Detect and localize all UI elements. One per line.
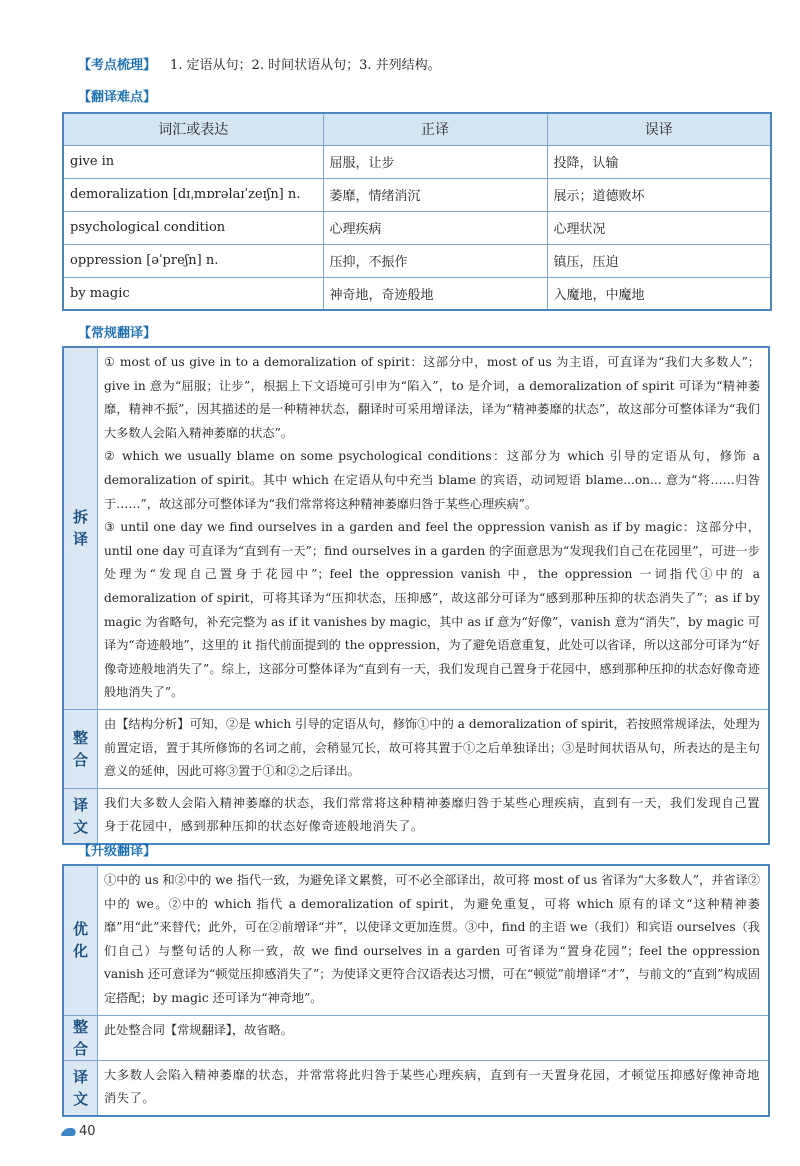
table-row [63,211,771,244]
correct-cell: 神奇地，奇迹般地 [323,277,547,310]
correct-cell: 压抑，不振作 [323,244,547,277]
zhenghe-content: 此处整合同【常规翻译】，故省略。 [104,1022,293,1037]
side-char: 整 [72,728,88,747]
changgui-box [62,346,770,845]
youhua-side-label [64,866,98,1015]
table-row [63,178,771,211]
side-char: 化 [72,942,88,961]
side-char: 译 [72,1067,88,1086]
wrong-cell: 心理状况 [547,211,771,244]
side-char: 合 [72,750,88,769]
table-row [63,145,771,178]
yiwen-row [64,1061,768,1115]
zhenghe-row [64,710,768,789]
table-row [63,277,771,310]
side-char: 整 [72,1017,88,1036]
zhenghe-side-label [64,710,98,788]
term-cell: psychological condition [63,211,323,244]
kaodian-text: 1. 定语从句；2. 时间状语从句；3. 并列结构。 [170,58,441,73]
yiwen-side-label [64,1061,98,1115]
side-char: 译 [72,530,88,549]
side-char: 译 [72,795,88,814]
term-cell: demoralization [dɪˌmɒrəlaɪˈzeɪʃn] n. [63,178,323,211]
wrong-cell: 入魔地，中魔地 [547,277,771,310]
page-number: 40 [79,1124,96,1139]
chaiyi-paragraph-2: ② which we usually blame on some psychological conditions：这部分为 which 引导的定语从句，修饰 a demoralization of spirit。其中 which 在定语从句中充当 blame 的宾语，动词短语 blame...on... 意为“将……归咎于……”，故这部分可整体译为“我们常常将这种精神萎靡归咎于某些心理疾病”。 [104,449,760,511]
kaodian-line [78,54,441,73]
youhua-row [64,866,768,1016]
chaiyi-side-label [64,348,98,709]
chaiyi-paragraph-1: ① most of us give in to a demoralization of spirit：这部分中，most of us 为主语，可直译为“我们大多数人”；give in 意为“屈服；让步”，根据上下文语境可引申为“陷入”，to 是介词，a demoralization of spirit 可译为“精神萎靡，精神不振”，因其描述的是一种精神状态，翻译时可采用增译法，译为“精神萎靡的状态”，故这部分可整体译为“我们大多数人会陷入精神萎靡的状态”。 [104,355,760,440]
side-char: 合 [72,1039,88,1058]
correct-cell: 心理疾病 [323,211,547,244]
zhenghe-content: 由【结构分析】可知，②是 which 引导的定语从句，修饰①中的 a demoralization of spirit，若按照常规译法，处理为前置定语，置于其所修饰的名词之前，会稍显冗长，故可将其置于①之后单独译出；③是时间状语从句，所表达的是主句意义的延伸，因此可将③置于①和②之后译出。 [104,716,760,779]
term-cell: by magic [63,277,323,310]
changgui-label: 【常规翻译】 [78,326,157,341]
side-char: 优 [72,920,88,939]
term-cell: give in [63,145,323,178]
book-icon [61,1128,78,1136]
kaodian-label: 【考点梳理】 [78,58,157,73]
side-char: 文 [72,1089,88,1108]
header-correct: 正译 [323,113,547,145]
term-cell: oppression [əˈpreʃn] n. [63,244,323,277]
youhua-content: ①中的 us 和②中的 we 指代一致，为避免译文累赘，可不必全部译出，故可将 most of us 省译为“大多数人”，并省译②中的 we。②中的 which 指代 a demoralization of spirit，为避免重复，可将 which 原有的译文“这种精神萎靡”用“此”来替代；此外，可在②前增译“并”，以使译文更加连贯。③中，find 的主语 we（我们）和宾语 ourselves（我们自己）与整句话的人称一致，故 we find ourselves in a garden 可省译为“置身花园”；feel the oppression vanish 还可意译为“顿觉压抑感消失了”；为使译文更符合汉语表达习惯，可在“顿觉”前增译“才”，与前文的“直到”构成固定搭配；by magic 还可译为“神奇地”。 [104,873,760,1005]
wrong-cell: 投降，认输 [547,145,771,178]
wrong-cell: 镇压，压迫 [547,244,771,277]
yiwen-content: 大多数人会陷入精神萎靡的状态，并常常将此归咎于某些心理疾病，直到有一天置身花园，才顿觉压抑感好像神奇地消失了。 [104,1067,760,1106]
chaiyi-row [64,348,768,710]
chaiyi-content [98,348,768,709]
table-header-row [63,113,771,145]
page-footer [62,1124,96,1139]
header-term: 词汇或表达 [63,113,323,145]
side-char: 文 [72,817,88,836]
header-wrong: 误译 [547,113,771,145]
vocab-table [62,112,772,311]
fanyi-nandian-label: 【翻译难点】 [78,90,157,105]
zhenghe-side-label [64,1016,98,1060]
shengji-box [62,864,770,1117]
correct-cell: 萎靡，情绪消沉 [323,178,547,211]
yiwen-side-label [64,789,98,843]
yiwen-row [64,789,768,843]
chaiyi-paragraph-3: ③ until one day we find ourselves in a garden and feel the oppression vanish as if by magic：这部分中，until one day 可直译为“直到有一天”；find ourselves in a garden 的字面意思为“发现我们自己在花园里”，可进一步处理为“发现自己置身于花园中”；feel the oppression vanish 中，the oppression 一词指代①中的 a demoralization of spirit，可将其译为“压抑状态，压抑感”，故这部分可译为“感到那种压抑的状态消失了”；as if by magic 为省略句，补充完整为 as if it vanishes by magic，其中 as if 意为“好像”，vanish 意为“消失”，by magic 可译为“奇迹般地”，这里的 it 指代前面提到的 the oppression，为了避免语意重复，此处可以省译，所以这部分可译为“好像奇迹般地消失了”。综上，这部分可整体译为“直到有一天，我们发现自己置身于花园中，感到那种压抑的状态好像奇迹般地消失了”。 [104,520,760,700]
side-char: 拆 [72,508,88,527]
wrong-cell: 展示；道德败坏 [547,178,771,211]
shengji-label: 【升级翻译】 [78,844,157,859]
correct-cell: 屈服，让步 [323,145,547,178]
yiwen-content: 我们大多数人会陷入精神萎靡的状态，我们常常将这种精神萎靡归咎于某些心理疾病，直到有一天，我们发现自己置身于花园中，感到那种压抑的状态好像奇迹般地消失了。 [104,795,760,834]
table-row [63,244,771,277]
zhenghe-row [64,1016,768,1061]
